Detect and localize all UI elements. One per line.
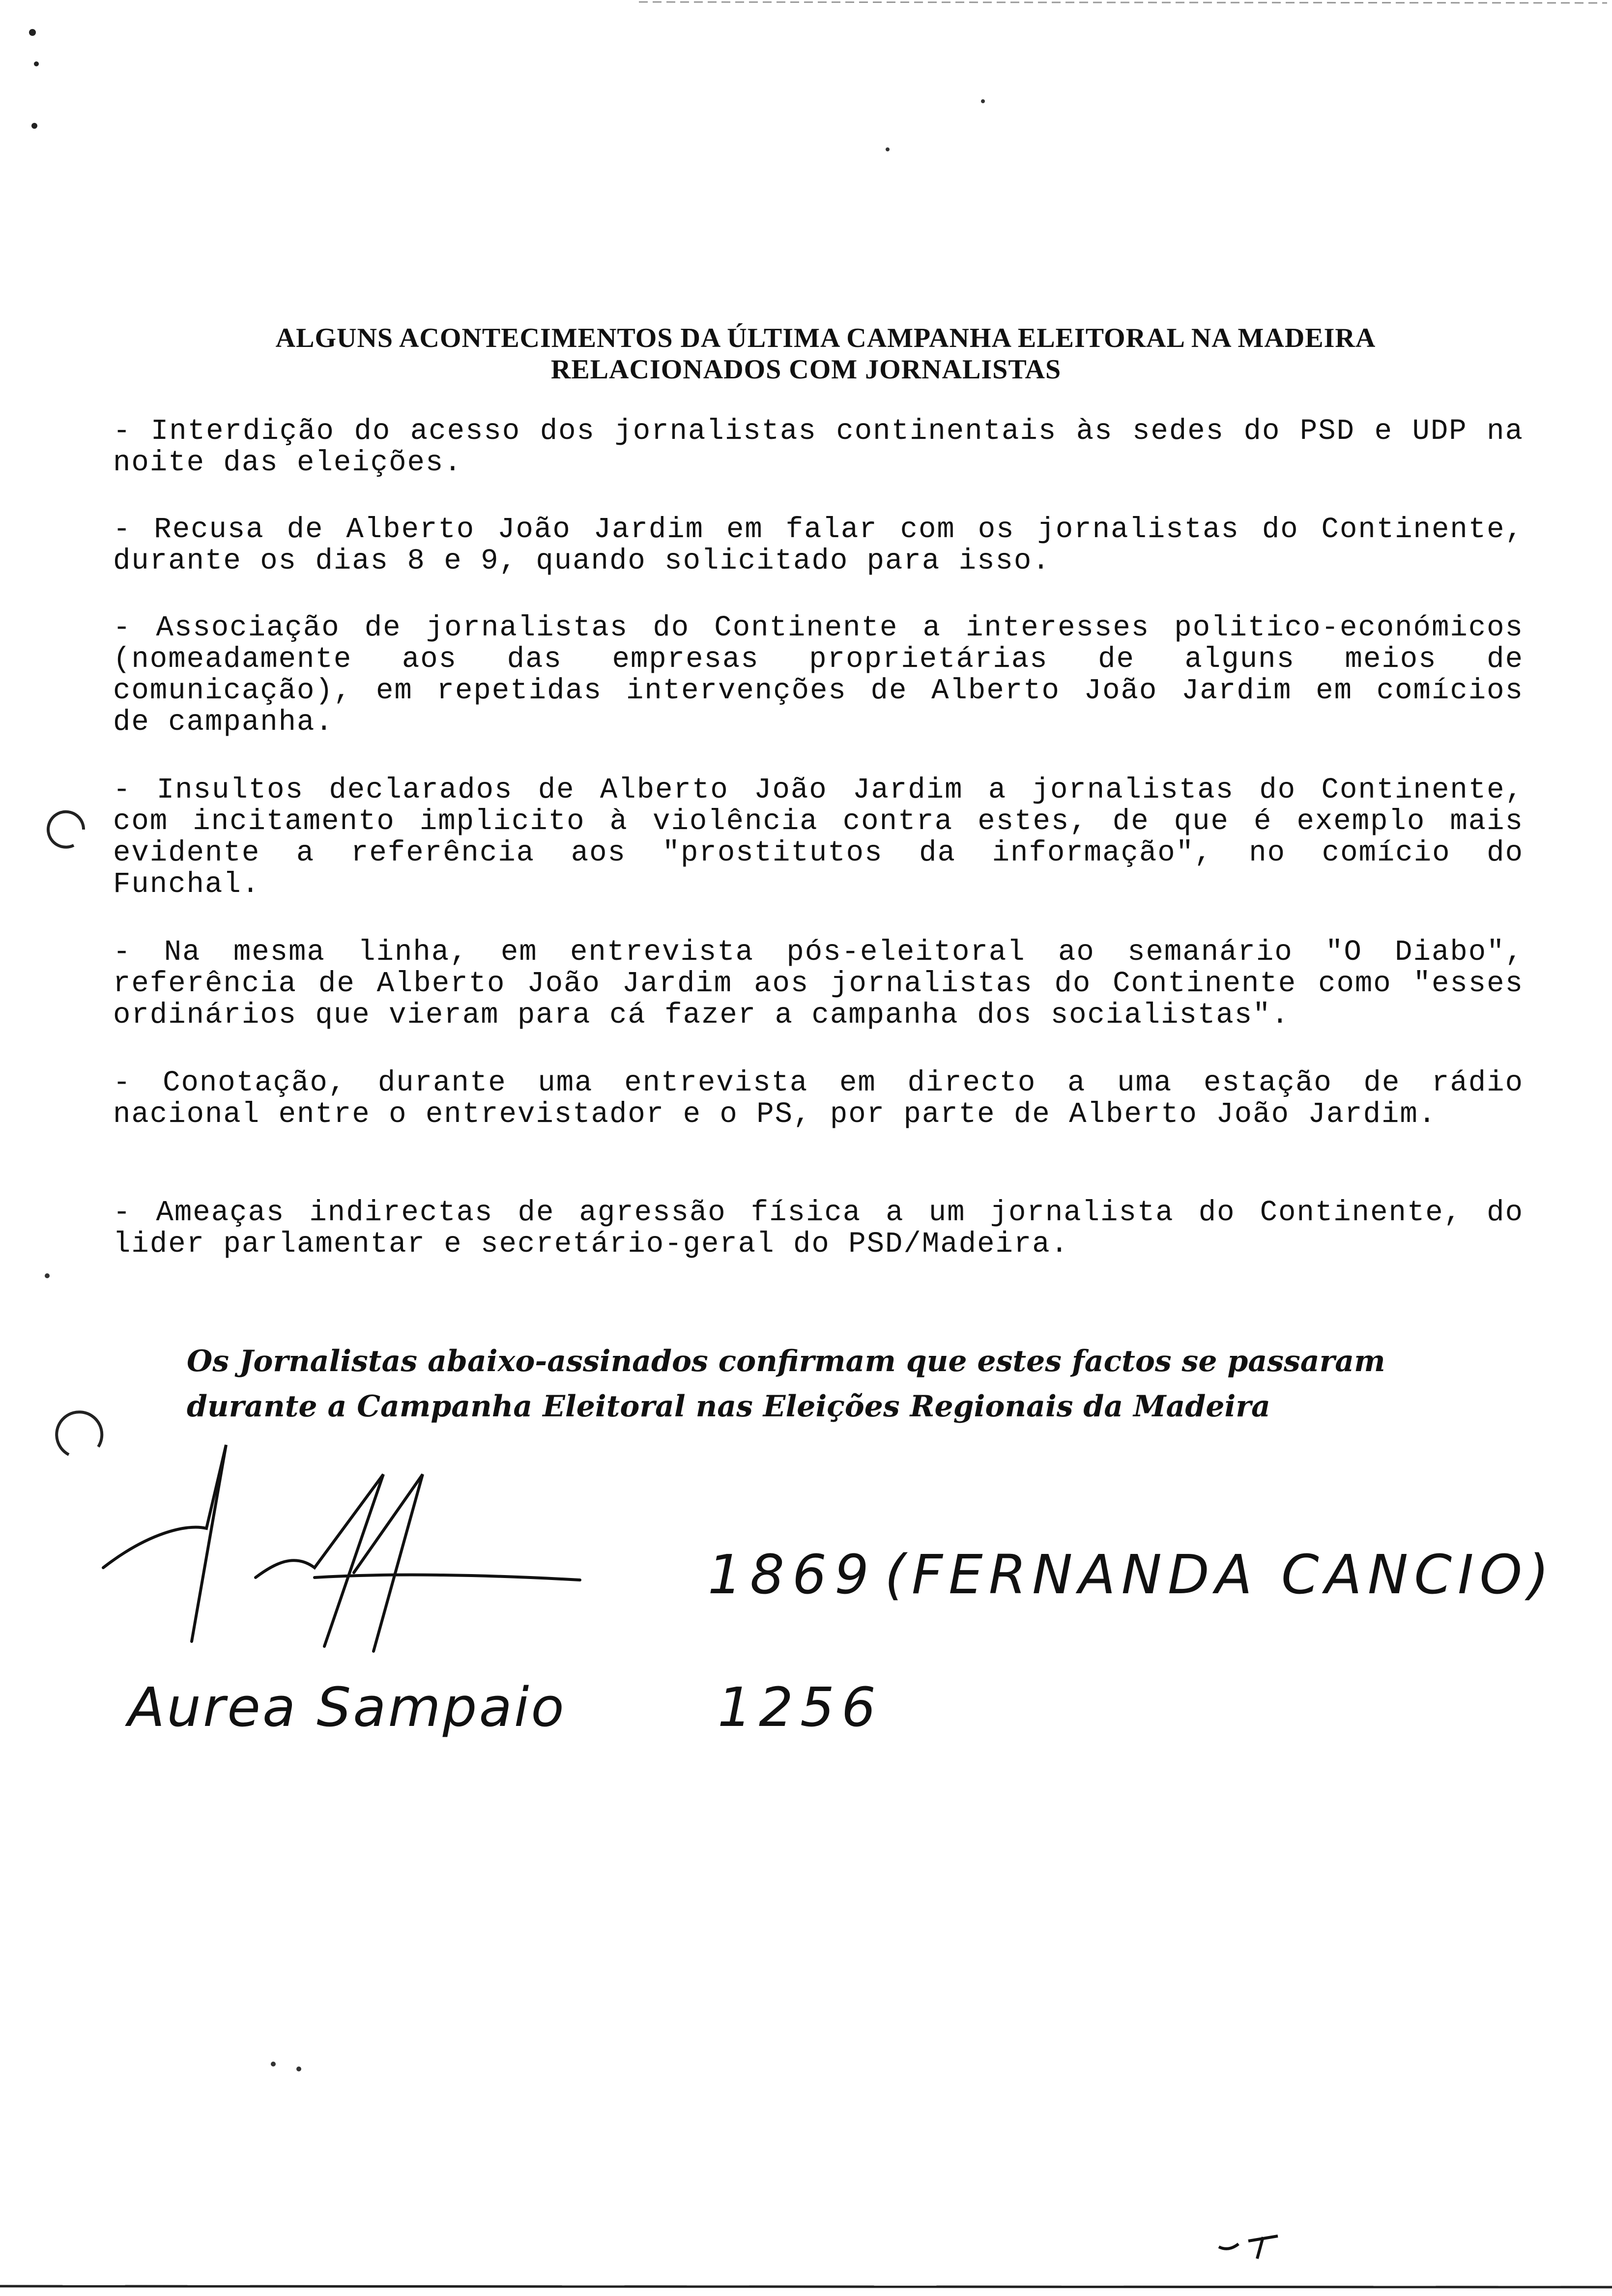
- punch-hole-mark: [48, 812, 84, 847]
- document-title-line-2: RELACIONADOS COM JORNALISTAS: [550, 354, 1062, 385]
- event-item-2: - Recusa de Alberto João Jardim em falar com os jornalistas do Continente, durante os dias 8 e 9, quando solicitado para isso.: [113, 513, 1524, 577]
- speck: [271, 2062, 276, 2066]
- speck: [29, 29, 36, 36]
- speck: [886, 147, 890, 151]
- signer-2-number: 1256: [718, 1676, 883, 1739]
- speck: [296, 2066, 301, 2071]
- speck: [31, 123, 37, 129]
- event-item-3: - Associação de jornalistas do Continente a interesses politico-económicos (nomeadamente aos das empresas proprietárias de alguns meios de comunicação), em repetidas intervenções de Alberto João Jardim em comícios de campanha.: [113, 611, 1524, 739]
- confirmation-statement: Os Jornalistas abaixo-assinados confirmam que estes factos se passaram durante a Campanha Eleitoral nas Eleições Regionais da Madeira: [187, 1344, 1385, 1424]
- signer-2-name: Aurea Sampaio: [128, 1676, 566, 1739]
- signer-1-number: 1869: [708, 1543, 877, 1606]
- signer-1-name: (FERNANDA CANCIO): [885, 1543, 1555, 1606]
- event-item-1: - Interdição do acesso dos jornalistas continentais às sedes do PSD e UDP na noite das eleições.: [113, 415, 1524, 479]
- event-item-4: - Insultos declarados de Alberto João Jardim a jornalistas do Continente, com incitamento implicito à violência contra estes, de que é exemplo mais evidente a referência aos "prostitutos da informação", no comício do Funchal.: [113, 774, 1524, 901]
- speck: [981, 99, 985, 103]
- speck: [34, 61, 39, 66]
- speck: [45, 1273, 50, 1278]
- document-title-line-1: ALGUNS ACONTECIMENTOS DA ÚLTIMA CAMPANHA ELEITORAL NA MADEIRA: [275, 323, 1376, 353]
- punch-hole-mark: [57, 1412, 102, 1455]
- scan-edge-top: [639, 2, 1607, 3]
- event-item-5: - Na mesma linha, em entrevista pós-eleitoral ao semanário "O Diabo", referência de Alberto João Jardim aos jornalistas do Continente como "esses ordinários que vieram para cá fazer a campanha dos socialistas".: [113, 936, 1524, 1032]
- event-item-7: - Ameaças indirectas de agressão física a um jornalista do Continente, do lider parlamentar e secretário-geral do PSD/Madeira.: [113, 1196, 1524, 1261]
- event-item-6: - Conotação, durante uma entrevista em directo a uma estação de rádio nacional entre o entrevistador e o PS, por parte de Alberto João Jardim.: [113, 1066, 1524, 1131]
- signature-scribble: [103, 1445, 580, 1651]
- scan-edge-bottom: [0, 2286, 1612, 2287]
- page-mark: [1219, 2236, 1278, 2259]
